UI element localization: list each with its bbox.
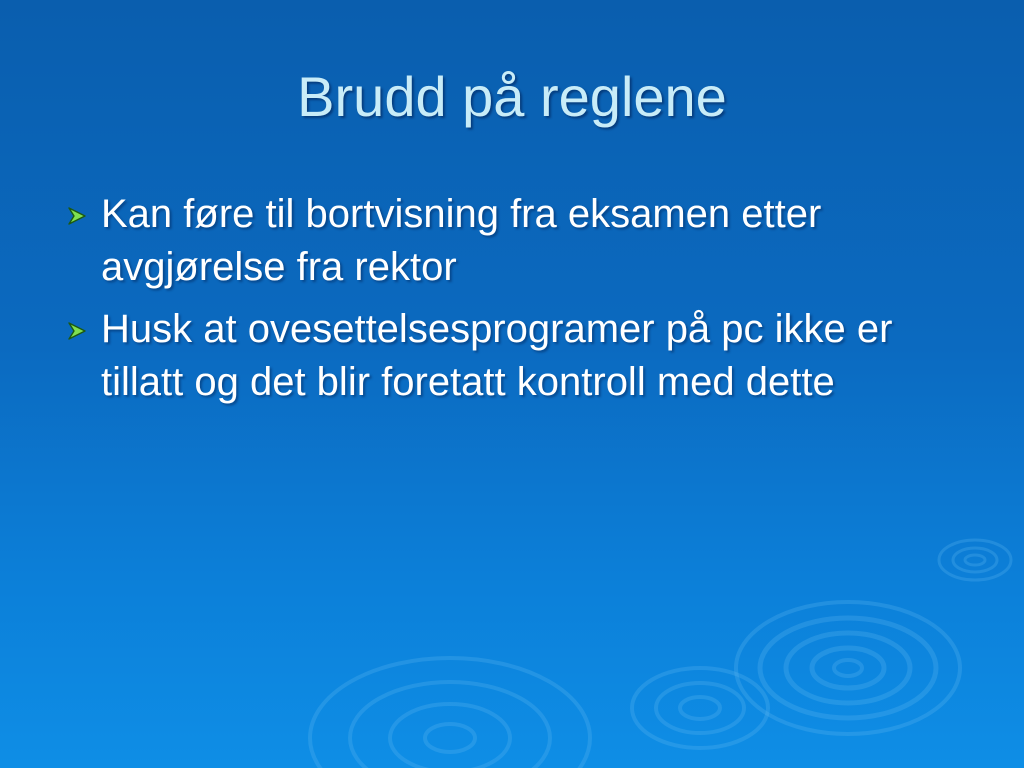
bullet-text: Husk at ovesettelsesprogramer på pc ikke er tillatt og det blir foretatt kontroll med dette [101, 307, 893, 404]
bullet-text: Kan føre til bortvisning fra eksamen etter avgjørelse fra rektor [101, 192, 822, 289]
bullet-item [66, 303, 966, 409]
bullet-item [66, 188, 966, 294]
slide-title: Brudd på reglene [297, 65, 727, 128]
bullet-list [66, 188, 966, 418]
arrowhead-bullet-icon [66, 206, 88, 226]
arrowhead-bullet-icon [66, 321, 88, 341]
